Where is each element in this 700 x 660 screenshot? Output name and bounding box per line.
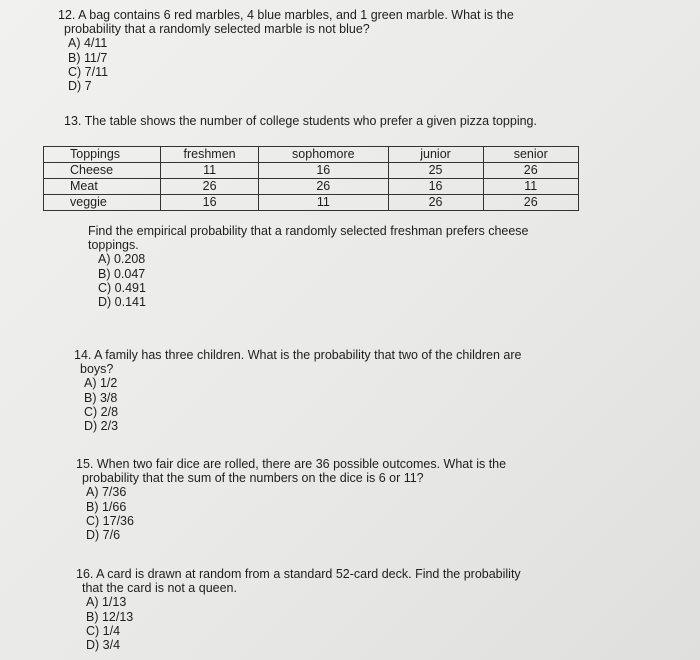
table-row bbox=[44, 195, 579, 211]
question-13-option-c: C) 0.491 bbox=[98, 280, 146, 295]
question-14-option-d: D) 2/3 bbox=[84, 419, 119, 434]
table-cell: veggie bbox=[44, 195, 161, 211]
table-cell: 16 bbox=[161, 195, 259, 211]
question-14-option-b: B) 3/8 bbox=[84, 390, 118, 405]
question-14-stem-line2: boys? bbox=[80, 362, 114, 377]
table-cell: Meat bbox=[44, 179, 161, 195]
question-13-stem: 13. The table shows the number of college students who prefer a given pizza topping. bbox=[64, 114, 537, 128]
table-cell: 26 bbox=[161, 179, 259, 195]
question-16-option-a: A) 1/13 bbox=[86, 595, 127, 610]
table-cell: 16 bbox=[388, 179, 483, 195]
question-12-option-a: A) 4/11 bbox=[68, 36, 108, 51]
table-cell: Cheese bbox=[44, 163, 161, 179]
table-cell: 26 bbox=[483, 195, 578, 211]
question-12-option-c: C) 7/11 bbox=[68, 64, 109, 79]
question-13-followup-line1: Find the empirical probability that a randomly selected freshman prefers cheese bbox=[88, 224, 529, 238]
question-15-option-b: B) 1/66 bbox=[86, 499, 127, 514]
table-cell: 11 bbox=[483, 179, 578, 195]
table-cell: 16 bbox=[259, 163, 389, 179]
table-row bbox=[44, 163, 579, 179]
question-16-stem-line2: that the card is not a queen. bbox=[82, 581, 237, 596]
question-12-stem-line1: 12. A bag contains 6 red marbles, 4 blue marbles, and 1 green marble. What is the bbox=[58, 8, 514, 22]
question-16-stem-line1: 16. A card is drawn at random from a standard 52-card deck. Find the probability bbox=[76, 567, 521, 581]
question-16-option-b: B) 12/13 bbox=[86, 609, 134, 624]
table-cell: 26 bbox=[388, 195, 483, 211]
question-13-option-b: B) 0.047 bbox=[98, 266, 146, 281]
question-13-followup bbox=[88, 224, 608, 309]
question-13-followup-line2: toppings. bbox=[88, 238, 139, 253]
question-15-stem-line2: probability that the sum of the numbers on the dice is 6 or 11? bbox=[82, 471, 424, 486]
question-13-option-a: A) 0.208 bbox=[98, 252, 146, 267]
table-cell: 11 bbox=[161, 163, 259, 179]
question-15-option-a: A) 7/36 bbox=[86, 485, 127, 500]
question-15-option-d: D) 7/6 bbox=[86, 528, 121, 543]
question-15-option-c: C) 17/36 bbox=[86, 513, 134, 528]
table-header-cell: sophomore bbox=[259, 147, 389, 163]
table-header-cell: Toppings bbox=[44, 147, 161, 163]
question-12-option-d: D) 7 bbox=[68, 79, 92, 94]
table-cell: 26 bbox=[483, 163, 578, 179]
table-header-cell: senior bbox=[483, 147, 578, 163]
question-12-option-b: B) 11/7 bbox=[68, 50, 108, 65]
question-16 bbox=[76, 567, 636, 652]
question-14-option-c: C) 2/8 bbox=[84, 404, 119, 419]
table-header-cell: junior bbox=[388, 147, 483, 163]
question-15 bbox=[76, 457, 596, 542]
table-cell: 11 bbox=[259, 195, 389, 211]
question-12-stem-line2: probability that a randomly selected marble is not blue? bbox=[64, 22, 370, 37]
table-header-row bbox=[44, 147, 579, 163]
question-13 bbox=[64, 114, 664, 128]
question-14 bbox=[74, 348, 594, 433]
table-row bbox=[44, 179, 579, 195]
question-14-stem-line1: 14. A family has three children. What is the probability that two of the children are bbox=[74, 348, 522, 362]
question-15-stem-line1: 15. When two fair dice are rolled, there are 36 possible outcomes. What is the bbox=[76, 457, 507, 471]
toppings-table bbox=[43, 146, 579, 211]
question-13-option-d: D) 0.141 bbox=[98, 295, 146, 310]
table-header-cell: freshmen bbox=[161, 147, 259, 163]
question-12 bbox=[58, 8, 658, 93]
table-cell: 25 bbox=[388, 163, 483, 179]
table-cell: 26 bbox=[259, 179, 389, 195]
question-16-option-c: C) 1/4 bbox=[86, 623, 121, 638]
question-14-option-a: A) 1/2 bbox=[84, 376, 118, 391]
question-16-option-d: D) 3/4 bbox=[86, 638, 121, 653]
